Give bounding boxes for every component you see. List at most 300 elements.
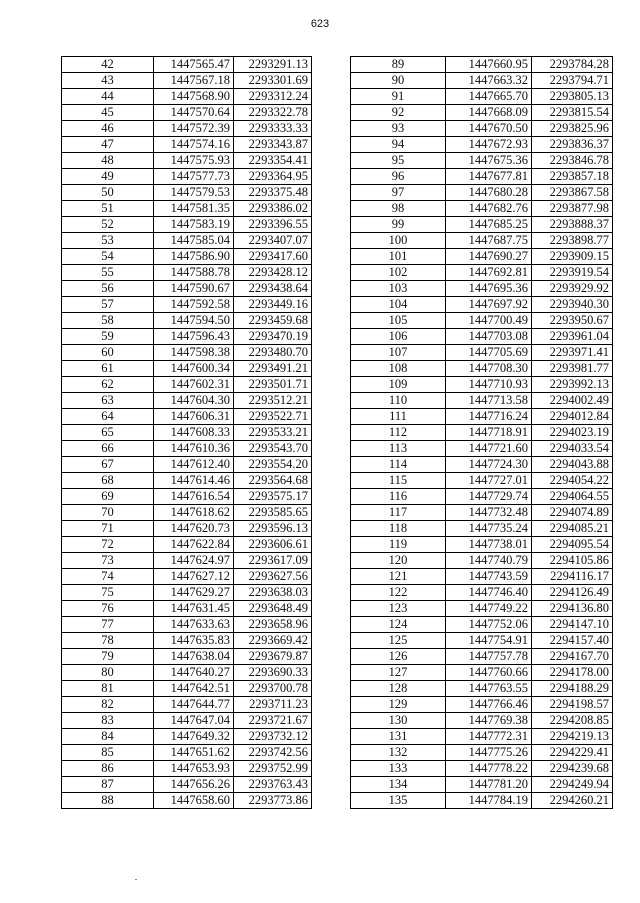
x-coordinate-cell: 1447732.48 [446,505,532,521]
x-coordinate-cell: 1447616.54 [154,489,234,505]
point-number-cell: 118 [351,521,446,537]
table-row [351,457,613,473]
table-row [62,297,312,313]
x-coordinate-cell: 1447594.50 [154,313,234,329]
x-coordinate-cell: 1447618.62 [154,505,234,521]
x-coordinate-cell: 1447592.58 [154,297,234,313]
point-number-cell: 73 [62,553,154,569]
y-coordinate-cell: 2293322.78 [234,105,312,121]
table-row [351,153,613,169]
x-coordinate-cell: 1447665.70 [446,89,532,105]
x-coordinate-cell: 1447680.28 [446,185,532,201]
point-number-cell: 78 [62,633,154,649]
x-coordinate-cell: 1447614.46 [154,473,234,489]
y-coordinate-cell: 2293742.56 [234,745,312,761]
point-number-cell: 97 [351,185,446,201]
point-number-cell: 103 [351,281,446,297]
y-coordinate-cell: 2293396.55 [234,217,312,233]
table-row [62,233,312,249]
point-number-cell: 131 [351,729,446,745]
table-row [62,249,312,265]
table-row [351,121,613,137]
point-number-cell: 62 [62,377,154,393]
y-coordinate-cell: 2293857.18 [532,169,613,185]
point-number-cell: 71 [62,521,154,537]
y-coordinate-cell: 2294188.29 [532,681,613,697]
y-coordinate-cell: 2293638.03 [234,585,312,601]
table-row [62,537,312,553]
x-coordinate-cell: 1447781.20 [446,777,532,793]
table-row [351,489,613,505]
x-coordinate-cell: 1447583.19 [154,217,234,233]
x-coordinate-cell: 1447663.32 [446,73,532,89]
y-coordinate-cell: 2293721.67 [234,713,312,729]
point-number-cell: 79 [62,649,154,665]
point-number-cell: 96 [351,169,446,185]
x-coordinate-cell: 1447752.06 [446,617,532,633]
point-number-cell: 55 [62,265,154,281]
y-coordinate-cell: 2293564.68 [234,473,312,489]
point-number-cell: 58 [62,313,154,329]
table-row [351,617,613,633]
point-number-cell: 93 [351,121,446,137]
y-coordinate-cell: 2293606.61 [234,537,312,553]
x-coordinate-cell: 1447754.91 [446,633,532,649]
y-coordinate-cell: 2293459.68 [234,313,312,329]
y-coordinate-cell: 2293679.87 [234,649,312,665]
x-coordinate-cell: 1447570.64 [154,105,234,121]
table-row [351,761,613,777]
page-number: 623 [310,18,330,30]
y-coordinate-cell: 2293805.13 [532,89,613,105]
table-row [62,729,312,745]
y-coordinate-cell: 2293867.58 [532,185,613,201]
y-coordinate-cell: 2293929.92 [532,281,613,297]
x-coordinate-cell: 1447675.36 [446,153,532,169]
y-coordinate-cell: 2294116.17 [532,569,613,585]
point-number-cell: 60 [62,345,154,361]
x-coordinate-cell: 1447640.27 [154,665,234,681]
y-coordinate-cell: 2293407.07 [234,233,312,249]
point-number-cell: 50 [62,185,154,201]
point-number-cell: 100 [351,233,446,249]
table-row [62,617,312,633]
table-row [351,361,613,377]
y-coordinate-cell: 2294157.40 [532,633,613,649]
table-row [62,777,312,793]
table-row [351,329,613,345]
x-coordinate-cell: 1447642.51 [154,681,234,697]
point-number-cell: 121 [351,569,446,585]
point-number-cell: 42 [62,57,154,73]
table-row [62,601,312,617]
y-coordinate-cell: 2293501.71 [234,377,312,393]
point-number-cell: 45 [62,105,154,121]
point-number-cell: 68 [62,473,154,489]
coordinates-table-left [61,56,312,809]
y-coordinate-cell: 2293312.24 [234,89,312,105]
x-coordinate-cell: 1447672.93 [446,137,532,153]
y-coordinate-cell: 2294064.55 [532,489,613,505]
x-coordinate-cell: 1447588.78 [154,265,234,281]
x-coordinate-cell: 1447575.93 [154,153,234,169]
y-coordinate-cell: 2294260.21 [532,793,613,809]
table-row [62,633,312,649]
point-number-cell: 46 [62,121,154,137]
point-number-cell: 54 [62,249,154,265]
x-coordinate-cell: 1447743.59 [446,569,532,585]
x-coordinate-cell: 1447705.69 [446,345,532,361]
y-coordinate-cell: 2293596.13 [234,521,312,537]
y-coordinate-cell: 2293971.41 [532,345,613,361]
x-coordinate-cell: 1447690.27 [446,249,532,265]
x-coordinate-cell: 1447749.22 [446,601,532,617]
y-coordinate-cell: 2293291.13 [234,57,312,73]
table-row [62,697,312,713]
point-number-cell: 122 [351,585,446,601]
point-number-cell: 128 [351,681,446,697]
y-coordinate-cell: 2293690.33 [234,665,312,681]
point-number-cell: 106 [351,329,446,345]
table-row [351,281,613,297]
table-row [62,793,312,809]
y-coordinate-cell: 2293480.70 [234,345,312,361]
y-coordinate-cell: 2293888.37 [532,217,613,233]
x-coordinate-cell: 1447670.50 [446,121,532,137]
point-number-cell: 88 [62,793,154,809]
point-number-cell: 66 [62,441,154,457]
point-number-cell: 124 [351,617,446,633]
table-row [62,89,312,105]
y-coordinate-cell: 2293846.78 [532,153,613,169]
x-coordinate-cell: 1447610.36 [154,441,234,457]
table-row [62,473,312,489]
table-row [351,105,613,121]
point-number-cell: 119 [351,537,446,553]
x-coordinate-cell: 1447682.76 [446,201,532,217]
point-number-cell: 64 [62,409,154,425]
y-coordinate-cell: 2294249.94 [532,777,613,793]
x-coordinate-cell: 1447622.84 [154,537,234,553]
point-number-cell: 110 [351,393,446,409]
y-coordinate-cell: 2293417.60 [234,249,312,265]
y-coordinate-cell: 2293533.21 [234,425,312,441]
table-row [351,601,613,617]
table-row [62,441,312,457]
table-row [62,649,312,665]
point-number-cell: 117 [351,505,446,521]
point-number-cell: 95 [351,153,446,169]
table-row [351,713,613,729]
x-coordinate-cell: 1447565.47 [154,57,234,73]
point-number-cell: 105 [351,313,446,329]
x-coordinate-cell: 1447713.58 [446,393,532,409]
y-coordinate-cell: 2294167.70 [532,649,613,665]
x-coordinate-cell: 1447631.45 [154,601,234,617]
point-number-cell: 127 [351,665,446,681]
x-coordinate-cell: 1447624.97 [154,553,234,569]
table-row [351,425,613,441]
table-row [62,345,312,361]
y-coordinate-cell: 2294198.57 [532,697,613,713]
table-row [351,249,613,265]
point-number-cell: 115 [351,473,446,489]
point-number-cell: 109 [351,377,446,393]
point-number-cell: 125 [351,633,446,649]
y-coordinate-cell: 2293794.71 [532,73,613,89]
table-row [62,137,312,153]
y-coordinate-cell: 2293449.16 [234,297,312,313]
y-coordinate-cell: 2293961.04 [532,329,613,345]
point-number-cell: 108 [351,361,446,377]
x-coordinate-cell: 1447568.90 [154,89,234,105]
point-number-cell: 120 [351,553,446,569]
table-row [62,553,312,569]
x-coordinate-cell: 1447757.78 [446,649,532,665]
point-number-cell: 52 [62,217,154,233]
x-coordinate-cell: 1447590.67 [154,281,234,297]
x-coordinate-cell: 1447677.81 [446,169,532,185]
table-row [62,409,312,425]
point-number-cell: 116 [351,489,446,505]
x-coordinate-cell: 1447608.33 [154,425,234,441]
point-number-cell: 89 [351,57,446,73]
table-row [351,233,613,249]
x-coordinate-cell: 1447716.24 [446,409,532,425]
table-row [351,185,613,201]
x-coordinate-cell: 1447567.18 [154,73,234,89]
table-row [351,393,613,409]
point-number-cell: 81 [62,681,154,697]
point-number-cell: 87 [62,777,154,793]
y-coordinate-cell: 2293364.95 [234,169,312,185]
table-row [351,697,613,713]
point-number-cell: 47 [62,137,154,153]
x-coordinate-cell: 1447775.26 [446,745,532,761]
x-coordinate-cell: 1447579.53 [154,185,234,201]
y-coordinate-cell: 2294229.41 [532,745,613,761]
y-coordinate-cell: 2294105.86 [532,553,613,569]
point-number-cell: 72 [62,537,154,553]
y-coordinate-cell: 2294095.54 [532,537,613,553]
table-row [62,393,312,409]
table-row [62,185,312,201]
x-coordinate-cell: 1447600.34 [154,361,234,377]
point-number-cell: 104 [351,297,446,313]
x-coordinate-cell: 1447602.31 [154,377,234,393]
table-row [62,569,312,585]
table-row [351,793,613,809]
table-row [351,665,613,681]
x-coordinate-cell: 1447620.73 [154,521,234,537]
table-row [351,137,613,153]
table-row [62,217,312,233]
table-row [62,761,312,777]
point-number-cell: 132 [351,745,446,761]
table-row [351,649,613,665]
y-coordinate-cell: 2294085.21 [532,521,613,537]
x-coordinate-cell: 1447638.04 [154,649,234,665]
y-coordinate-cell: 2293919.54 [532,265,613,281]
x-coordinate-cell: 1447581.35 [154,201,234,217]
table-row [351,777,613,793]
table-row [62,361,312,377]
point-number-cell: 112 [351,425,446,441]
point-number-cell: 75 [62,585,154,601]
y-coordinate-cell: 2294219.13 [532,729,613,745]
x-coordinate-cell: 1447700.49 [446,313,532,329]
x-coordinate-cell: 1447627.12 [154,569,234,585]
point-number-cell: 129 [351,697,446,713]
y-coordinate-cell: 2293950.67 [532,313,613,329]
table-row [62,281,312,297]
table-row [62,745,312,761]
table-row [351,441,613,457]
table-row [62,121,312,137]
point-number-cell: 86 [62,761,154,777]
y-coordinate-cell: 2293940.30 [532,297,613,313]
y-coordinate-cell: 2293981.77 [532,361,613,377]
y-coordinate-cell: 2293732.12 [234,729,312,745]
point-number-cell: 74 [62,569,154,585]
table-row [62,153,312,169]
point-number-cell: 48 [62,153,154,169]
point-number-cell: 90 [351,73,446,89]
x-coordinate-cell: 1447685.25 [446,217,532,233]
x-coordinate-cell: 1447760.66 [446,665,532,681]
table-row [351,265,613,281]
point-number-cell: 67 [62,457,154,473]
y-coordinate-cell: 2294002.49 [532,393,613,409]
table-row [62,329,312,345]
y-coordinate-cell: 2293992.13 [532,377,613,393]
table-row [62,377,312,393]
y-coordinate-cell: 2293711.23 [234,697,312,713]
table-row [62,313,312,329]
x-coordinate-cell: 1447577.73 [154,169,234,185]
y-coordinate-cell: 2294012.84 [532,409,613,425]
x-coordinate-cell: 1447612.40 [154,457,234,473]
x-coordinate-cell: 1447695.36 [446,281,532,297]
point-number-cell: 57 [62,297,154,313]
table-row [62,713,312,729]
x-coordinate-cell: 1447710.93 [446,377,532,393]
x-coordinate-cell: 1447718.91 [446,425,532,441]
x-coordinate-cell: 1447763.55 [446,681,532,697]
scan-speck [135,879,137,880]
x-coordinate-cell: 1447772.31 [446,729,532,745]
table-row [351,729,613,745]
x-coordinate-cell: 1447629.27 [154,585,234,601]
y-coordinate-cell: 2293617.09 [234,553,312,569]
point-number-cell: 82 [62,697,154,713]
x-coordinate-cell: 1447738.01 [446,537,532,553]
y-coordinate-cell: 2293700.78 [234,681,312,697]
point-number-cell: 80 [62,665,154,681]
x-coordinate-cell: 1447606.31 [154,409,234,425]
y-coordinate-cell: 2293627.56 [234,569,312,585]
table-row [62,489,312,505]
y-coordinate-cell: 2293825.96 [532,121,613,137]
table-row [351,345,613,361]
x-coordinate-cell: 1447660.95 [446,57,532,73]
x-coordinate-cell: 1447586.90 [154,249,234,265]
x-coordinate-cell: 1447727.01 [446,473,532,489]
table-row [351,569,613,585]
point-number-cell: 123 [351,601,446,617]
table-row [351,297,613,313]
table-row [351,553,613,569]
y-coordinate-cell: 2293658.96 [234,617,312,633]
x-coordinate-cell: 1447746.40 [446,585,532,601]
x-coordinate-cell: 1447703.08 [446,329,532,345]
table-row [62,105,312,121]
y-coordinate-cell: 2294208.85 [532,713,613,729]
point-number-cell: 69 [62,489,154,505]
table-row [62,457,312,473]
y-coordinate-cell: 2293877.98 [532,201,613,217]
point-number-cell: 92 [351,105,446,121]
y-coordinate-cell: 2294147.10 [532,617,613,633]
x-coordinate-cell: 1447585.04 [154,233,234,249]
x-coordinate-cell: 1447574.16 [154,137,234,153]
point-number-cell: 56 [62,281,154,297]
y-coordinate-cell: 2294033.54 [532,441,613,457]
x-coordinate-cell: 1447724.30 [446,457,532,473]
point-number-cell: 111 [351,409,446,425]
point-number-cell: 94 [351,137,446,153]
point-number-cell: 135 [351,793,446,809]
x-coordinate-cell: 1447784.19 [446,793,532,809]
point-number-cell: 107 [351,345,446,361]
y-coordinate-cell: 2293898.77 [532,233,613,249]
table-row [351,89,613,105]
x-coordinate-cell: 1447598.38 [154,345,234,361]
point-number-cell: 63 [62,393,154,409]
table-row [351,585,613,601]
x-coordinate-cell: 1447692.81 [446,265,532,281]
y-coordinate-cell: 2293301.69 [234,73,312,89]
x-coordinate-cell: 1447740.79 [446,553,532,569]
y-coordinate-cell: 2293470.19 [234,329,312,345]
x-coordinate-cell: 1447708.30 [446,361,532,377]
table-row [351,745,613,761]
y-coordinate-cell: 2293554.20 [234,457,312,473]
x-coordinate-cell: 1447668.09 [446,105,532,121]
x-coordinate-cell: 1447644.77 [154,697,234,713]
table-row [62,57,312,73]
table-row [62,665,312,681]
point-number-cell: 126 [351,649,446,665]
x-coordinate-cell: 1447649.32 [154,729,234,745]
y-coordinate-cell: 2293438.64 [234,281,312,297]
y-coordinate-cell: 2293909.15 [532,249,613,265]
y-coordinate-cell: 2293522.71 [234,409,312,425]
x-coordinate-cell: 1447769.38 [446,713,532,729]
y-coordinate-cell: 2293763.43 [234,777,312,793]
point-number-cell: 65 [62,425,154,441]
y-coordinate-cell: 2294023.19 [532,425,613,441]
y-coordinate-cell: 2293333.33 [234,121,312,137]
table-row [351,633,613,649]
y-coordinate-cell: 2293669.42 [234,633,312,649]
y-coordinate-cell: 2293386.02 [234,201,312,217]
point-number-cell: 133 [351,761,446,777]
point-number-cell: 49 [62,169,154,185]
table-row [351,73,613,89]
table-row [62,169,312,185]
x-coordinate-cell: 1447647.04 [154,713,234,729]
